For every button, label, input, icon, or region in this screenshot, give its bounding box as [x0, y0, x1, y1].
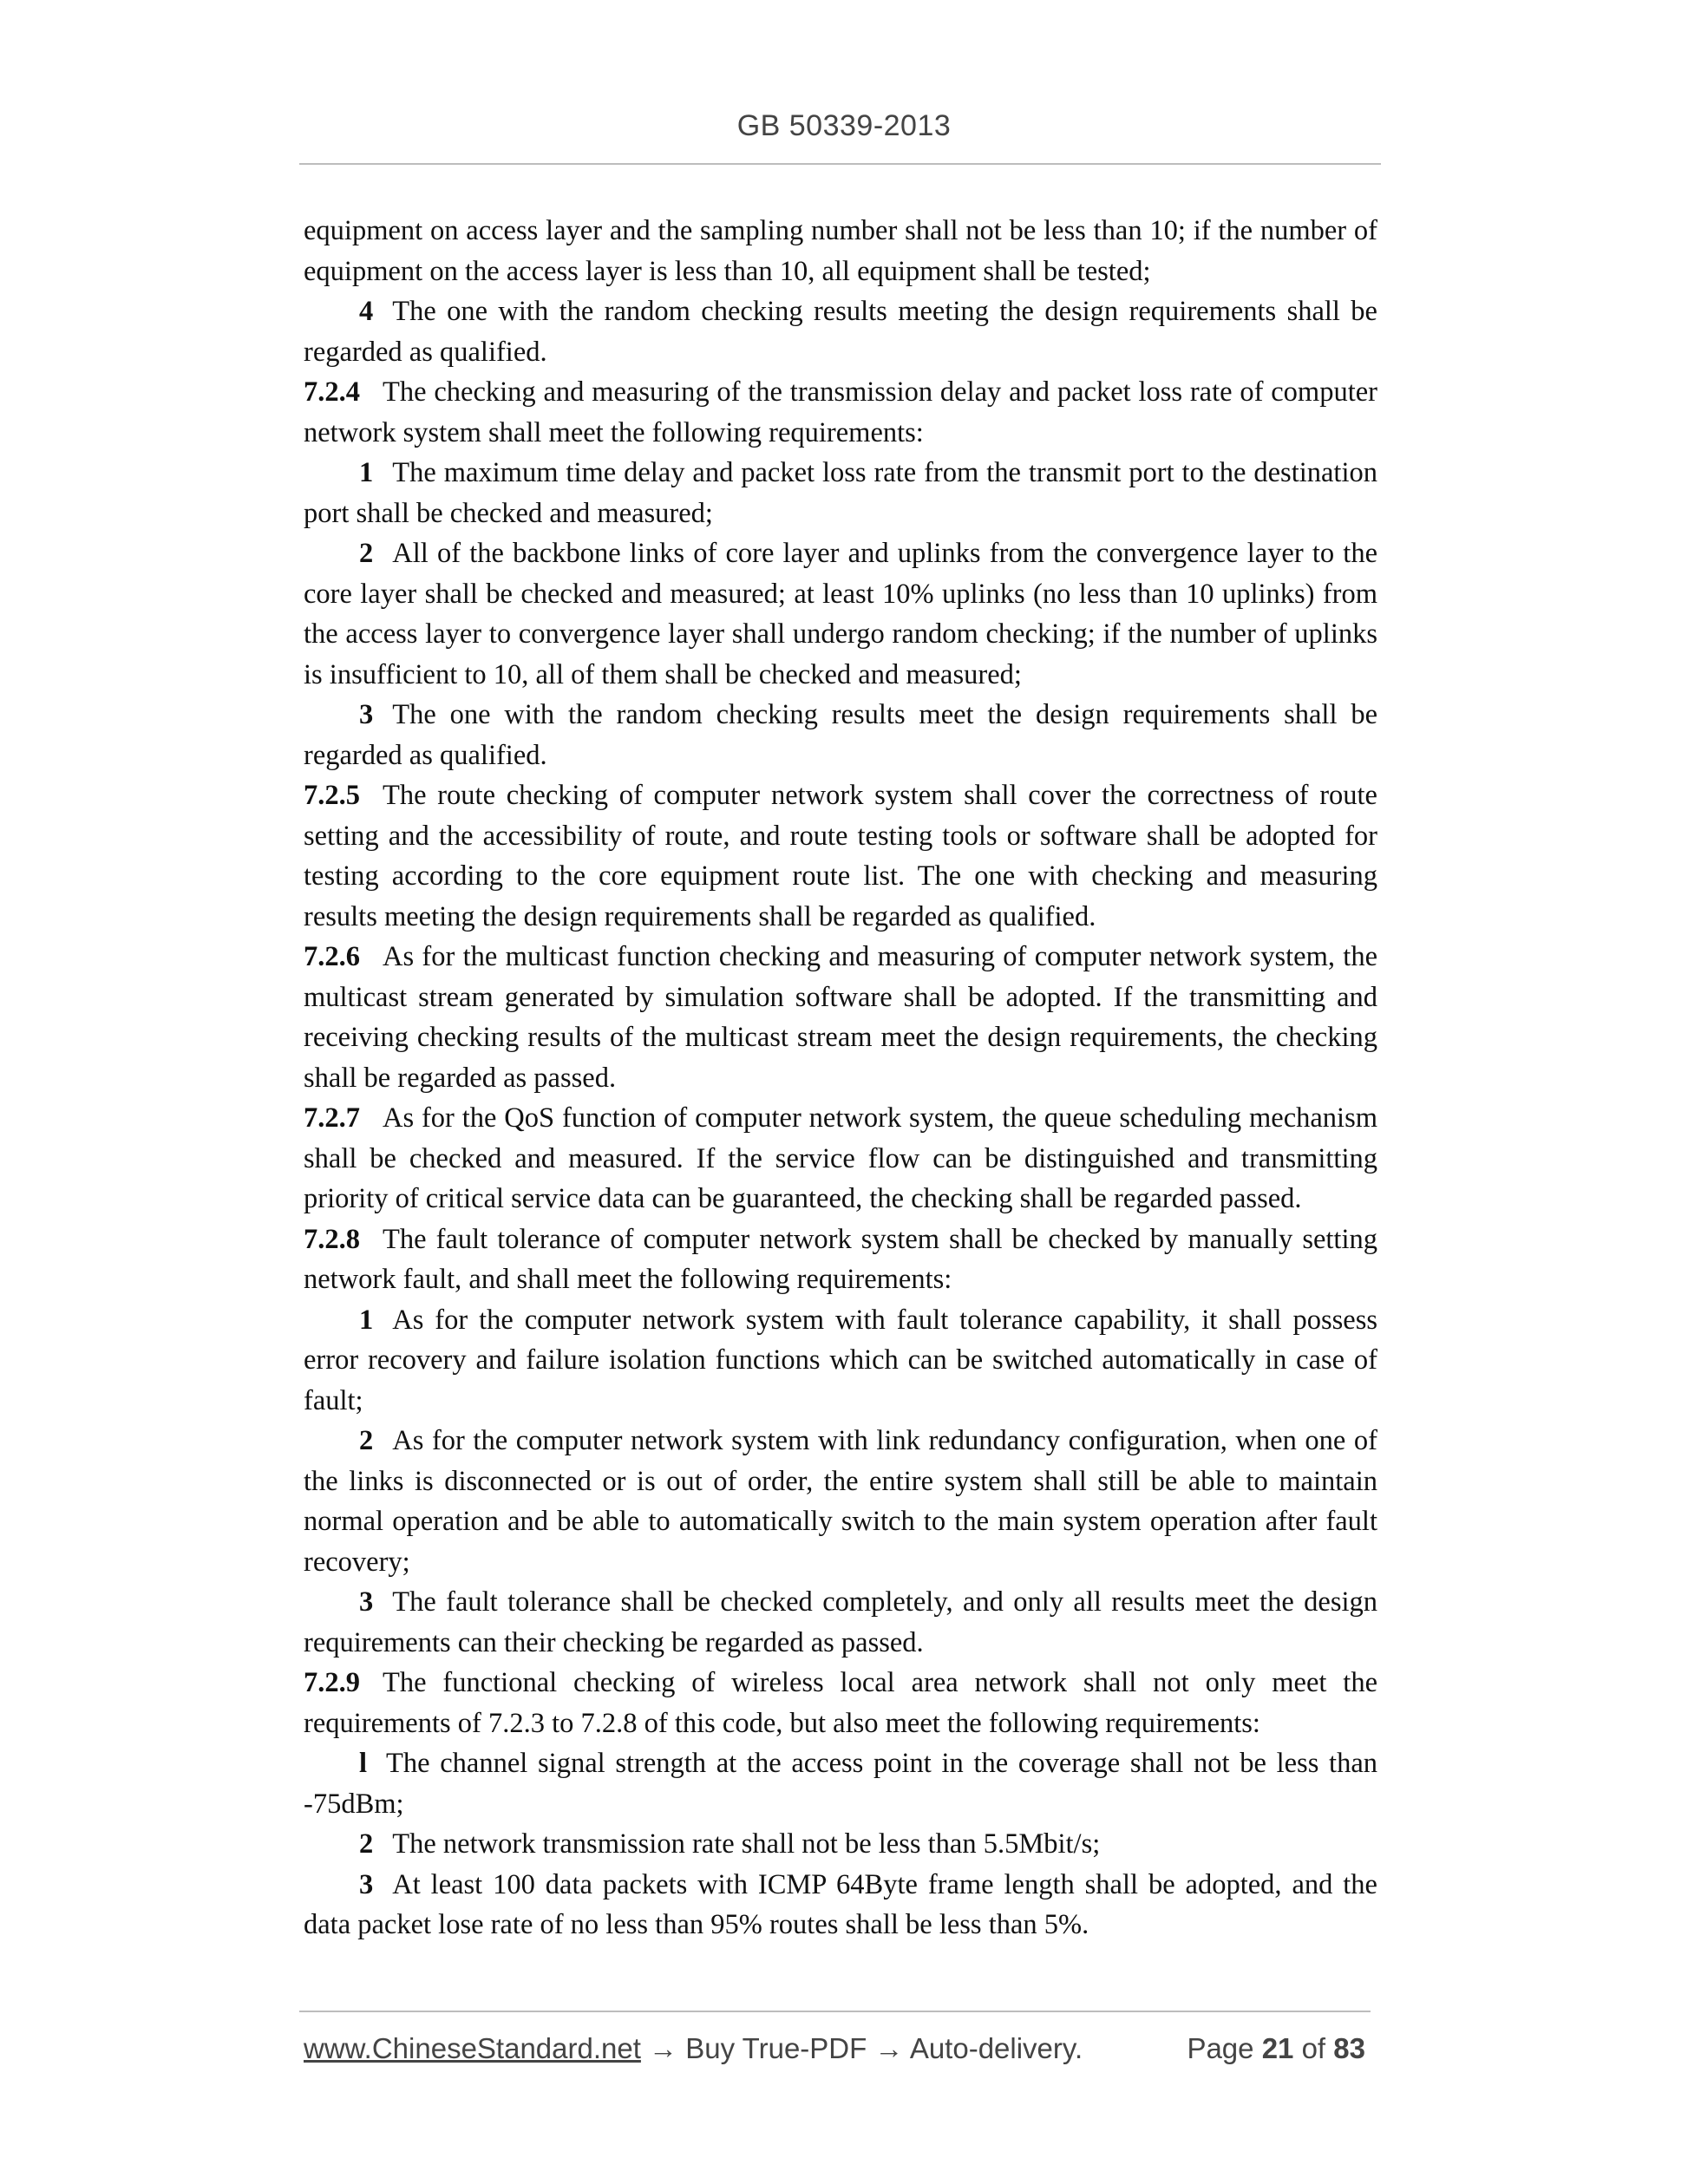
item-text: The one with the random checking results meet the design requirements shall be regarded as qualified.: [304, 699, 1377, 771]
clause-7-2-9: [304, 1663, 1377, 1743]
clause-text: As for the multicast function checking and measuring of computer network system, the multicast stream generated by simulation software shall be adopted. If the transmitting and receiving checking results of the multicast stream meet the design requirements, the checking shall be regarded as passed.: [304, 941, 1377, 1094]
clause-number: 7.2.7: [304, 1102, 360, 1134]
clause-text: The route checking of computer network system shall cover the correctness of route setting and the accessibility of route, and route testing tools or software shall be adopted for testing according to the core equipment route list. The one with checking and measuring results meeting the design requirements shall be regarded as qualified.: [304, 780, 1377, 932]
page-number: [1187, 2032, 1365, 2065]
footer-promo-text: → Buy True-PDF → Auto-delivery.: [640, 2032, 1083, 2064]
clause-number: 7.2.6: [304, 941, 360, 972]
item-text: The maximum time delay and packet loss rate from the transmit port to the destination port shall be checked and measured;: [304, 457, 1377, 529]
item-number: 2: [359, 1828, 374, 1860]
item-number: 2: [359, 1425, 374, 1456]
clause-text: The functional checking of wireless local area network shall not only meet the requirements of 7.2.3 to 7.2.8 of this code, but also meet the following requirements:: [304, 1667, 1377, 1739]
clause-text: As for the QoS function of computer network system, the queue scheduling mechanism shall be checked and measured. If the service flow can be distinguished and transmitting priority of critical service data can be guaranteed, the checking shall be regarded passed.: [304, 1102, 1377, 1214]
list-item: [304, 1865, 1377, 1945]
footer-promo: [304, 2032, 1083, 2065]
clause-7-2-4: [304, 372, 1377, 453]
document-body: [304, 211, 1377, 1945]
item-number: l: [359, 1748, 368, 1779]
item-text: The network transmission rate shall not be less than 5.5Mbit/s;: [392, 1828, 1101, 1860]
continued-paragraph: equipment on access layer and the sampling number shall not be less than 10; if the number of equipment on the access layer is less than 10, all equipment shall be tested;: [304, 215, 1377, 287]
item-text: The channel signal strength at the access point in the coverage shall not be less than -75dBm;: [304, 1748, 1377, 1820]
item-text: All of the backbone links of core layer and uplinks from the convergence layer to the core layer shall be checked and measured; at least 10% uplinks (no less than 10 uplinks) from the access layer to convergence layer shall undergo random checking; if the number of uplinks is insufficient to 10, all of them shall be checked and measured;: [304, 538, 1377, 690]
clause-text: The fault tolerance of computer network system shall be checked by manually setting network fault, and shall meet the following requirements:: [304, 1223, 1377, 1295]
list-item: [304, 1421, 1377, 1582]
clause-text: The checking and measuring of the transmission delay and packet loss rate of computer network system shall meet the following requirements:: [304, 376, 1377, 448]
list-item: [304, 291, 1377, 372]
website-link[interactable]: www.ChineseStandard.net: [304, 2032, 641, 2064]
clause-7-2-5: [304, 775, 1377, 937]
item-text: The one with the random checking results meeting the design requirements shall be regarded as qualified.: [304, 296, 1377, 368]
clause-7-2-7: [304, 1098, 1377, 1220]
clause-number: 7.2.9: [304, 1667, 360, 1698]
item-text: At least 100 data packets with ICMP 64Byte frame length shall be adopted, and the data packet lose rate of no less than 95% routes shall be less than 5%.: [304, 1868, 1377, 1940]
item-text: As for the computer network system with fault tolerance capability, it shall possess error recovery and failure isolation functions which can be switched automatically in case of fault;: [304, 1304, 1377, 1416]
list-item: [304, 1300, 1377, 1422]
clause-7-2-8: [304, 1220, 1377, 1300]
page-current: 21: [1261, 2032, 1294, 2064]
list-item: [304, 533, 1377, 695]
page-of: of: [1301, 2032, 1326, 2064]
page-total: 83: [1333, 2032, 1365, 2064]
list-item: [304, 695, 1377, 775]
item-number: 3: [359, 1586, 374, 1618]
header-divider: [299, 163, 1381, 165]
item-number: 3: [359, 1868, 374, 1900]
clause-number: 7.2.5: [304, 780, 360, 811]
clause-number: 7.2.8: [304, 1223, 360, 1255]
page-footer: [304, 2032, 1371, 2070]
clause-number: 7.2.4: [304, 376, 360, 408]
list-item: [304, 1824, 1377, 1865]
list-item: [304, 1582, 1377, 1663]
clause-7-2-6: [304, 937, 1377, 1098]
footer-divider: [299, 2011, 1371, 2012]
item-number: 1: [359, 1304, 374, 1336]
item-number: 3: [359, 699, 374, 730]
item-number: 1: [359, 457, 374, 488]
item-number: 4: [359, 296, 374, 327]
item-text: As for the computer network system with link redundancy configuration, when one of the links is disconnected or is out of order, the entire system shall still be able to maintain normal operation and be able to automatically switch to the main system operation after fault recovery;: [304, 1425, 1377, 1578]
list-item: [304, 453, 1377, 533]
page-label: Page: [1187, 2032, 1254, 2064]
item-text: The fault tolerance shall be checked completely, and only all results meet the design requirements can their checking be regarded as passed.: [304, 1586, 1377, 1658]
list-item: [304, 1743, 1377, 1824]
item-number: 2: [359, 538, 374, 569]
page-header-title: GB 50339-2013: [736, 109, 952, 142]
